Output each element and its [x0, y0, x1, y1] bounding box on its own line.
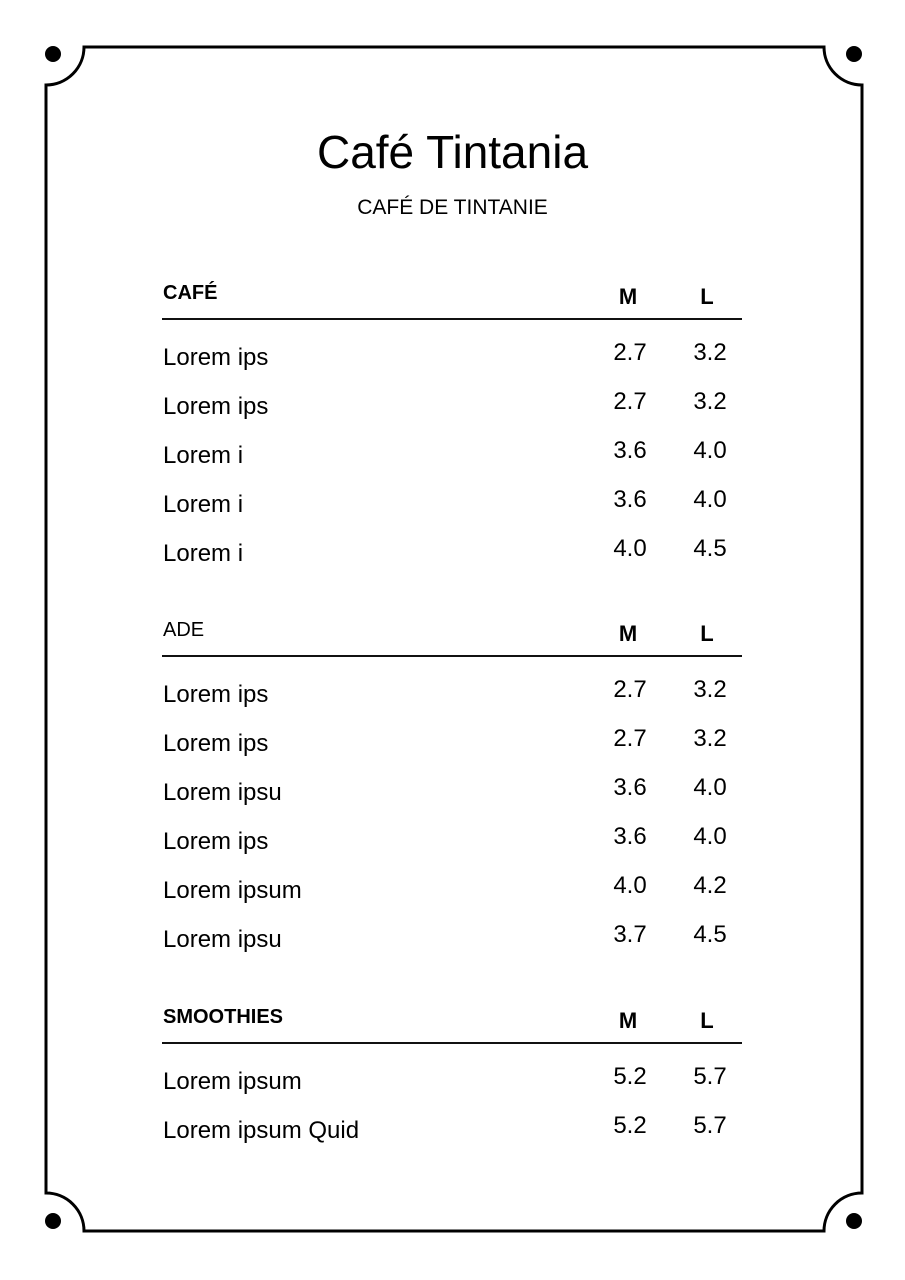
menu-section-cafe: [162, 280, 742, 575]
price-large: 4.0: [693, 486, 727, 513]
price-large: 3.2: [693, 676, 727, 703]
item-name: Lorem ipsum: [163, 1068, 302, 1095]
price-medium: 5.2: [613, 1112, 647, 1139]
price-large: 5.7: [693, 1063, 727, 1090]
size-medium-header: M: [618, 1008, 638, 1033]
corner-dot-icon: [846, 46, 862, 62]
menu-item: [162, 863, 742, 912]
item-name: Lorem ipsu: [163, 779, 282, 806]
section-header: [162, 1004, 742, 1044]
menu-item: [162, 912, 742, 961]
menu-item: [162, 330, 742, 379]
price-medium: 3.7: [613, 921, 647, 948]
corner-dot-icon: [45, 1213, 61, 1229]
menu-section-ade: [162, 617, 742, 961]
section-header: [162, 280, 742, 320]
size-large-header: L: [700, 621, 714, 646]
menu-item: [162, 667, 742, 716]
price-medium: 2.7: [613, 388, 647, 415]
price-large: 3.2: [693, 339, 727, 366]
item-name: Lorem ips: [163, 730, 269, 757]
item-name: Lorem i: [163, 442, 244, 469]
item-name: Lorem i: [163, 491, 244, 518]
corner-dot-icon: [45, 46, 61, 62]
size-medium-header: M: [618, 284, 638, 309]
menu-item: [162, 765, 742, 814]
price-large: 4.2: [693, 872, 727, 899]
item-name: Lorem ipsu: [163, 926, 282, 953]
corner-dot-icon: [846, 1213, 862, 1229]
size-large-header: L: [700, 1008, 714, 1033]
price-medium: 4.0: [613, 872, 647, 899]
item-name: Lorem i: [163, 540, 244, 567]
menu-section-smoothies: [162, 1004, 742, 1152]
menu-item: [162, 814, 742, 863]
price-large: 5.7: [693, 1112, 727, 1139]
price-medium: 3.6: [613, 486, 647, 513]
price-medium: 4.0: [613, 535, 647, 562]
section-title: SMOOTHIES: [163, 1006, 284, 1028]
section-divider: [162, 655, 742, 657]
item-name: Lorem ipsum: [163, 877, 302, 904]
menu-item: [162, 526, 742, 575]
item-name: Lorem ips: [163, 828, 269, 855]
price-medium: 2.7: [613, 725, 647, 752]
price-medium: 5.2: [613, 1063, 647, 1090]
menu-item: [162, 428, 742, 477]
size-medium-header: M: [618, 621, 638, 646]
menu-item: [162, 1054, 742, 1103]
price-medium: 3.6: [613, 823, 647, 850]
menu-item: [162, 1103, 742, 1152]
price-large: 3.2: [693, 388, 727, 415]
section-title: CAFÉ: [163, 282, 218, 304]
size-large-header: L: [700, 284, 714, 309]
menu-item: [162, 379, 742, 428]
price-large: 4.5: [693, 535, 727, 562]
item-name: Lorem ips: [163, 344, 269, 371]
price-large: 4.0: [693, 437, 727, 464]
price-large: 3.2: [693, 725, 727, 752]
item-name: Lorem ipsum Quid: [163, 1117, 360, 1144]
menu-subtitle: CAFÉ DE TINTANIE: [357, 196, 548, 219]
menu-item: [162, 716, 742, 765]
menu-item: [162, 477, 742, 526]
menu-title: Café Tintania: [316, 126, 589, 178]
section-header: [162, 617, 742, 657]
item-name: Lorem ips: [163, 681, 269, 708]
section-title: ADE: [163, 619, 205, 641]
section-divider: [162, 1042, 742, 1044]
price-medium: 3.6: [613, 774, 647, 801]
price-large: 4.0: [693, 823, 727, 850]
price-large: 4.0: [693, 774, 727, 801]
section-divider: [162, 318, 742, 320]
price-medium: 2.7: [613, 339, 647, 366]
price-medium: 2.7: [613, 676, 647, 703]
item-name: Lorem ips: [163, 393, 269, 420]
price-medium: 3.6: [613, 437, 647, 464]
price-large: 4.5: [693, 921, 727, 948]
